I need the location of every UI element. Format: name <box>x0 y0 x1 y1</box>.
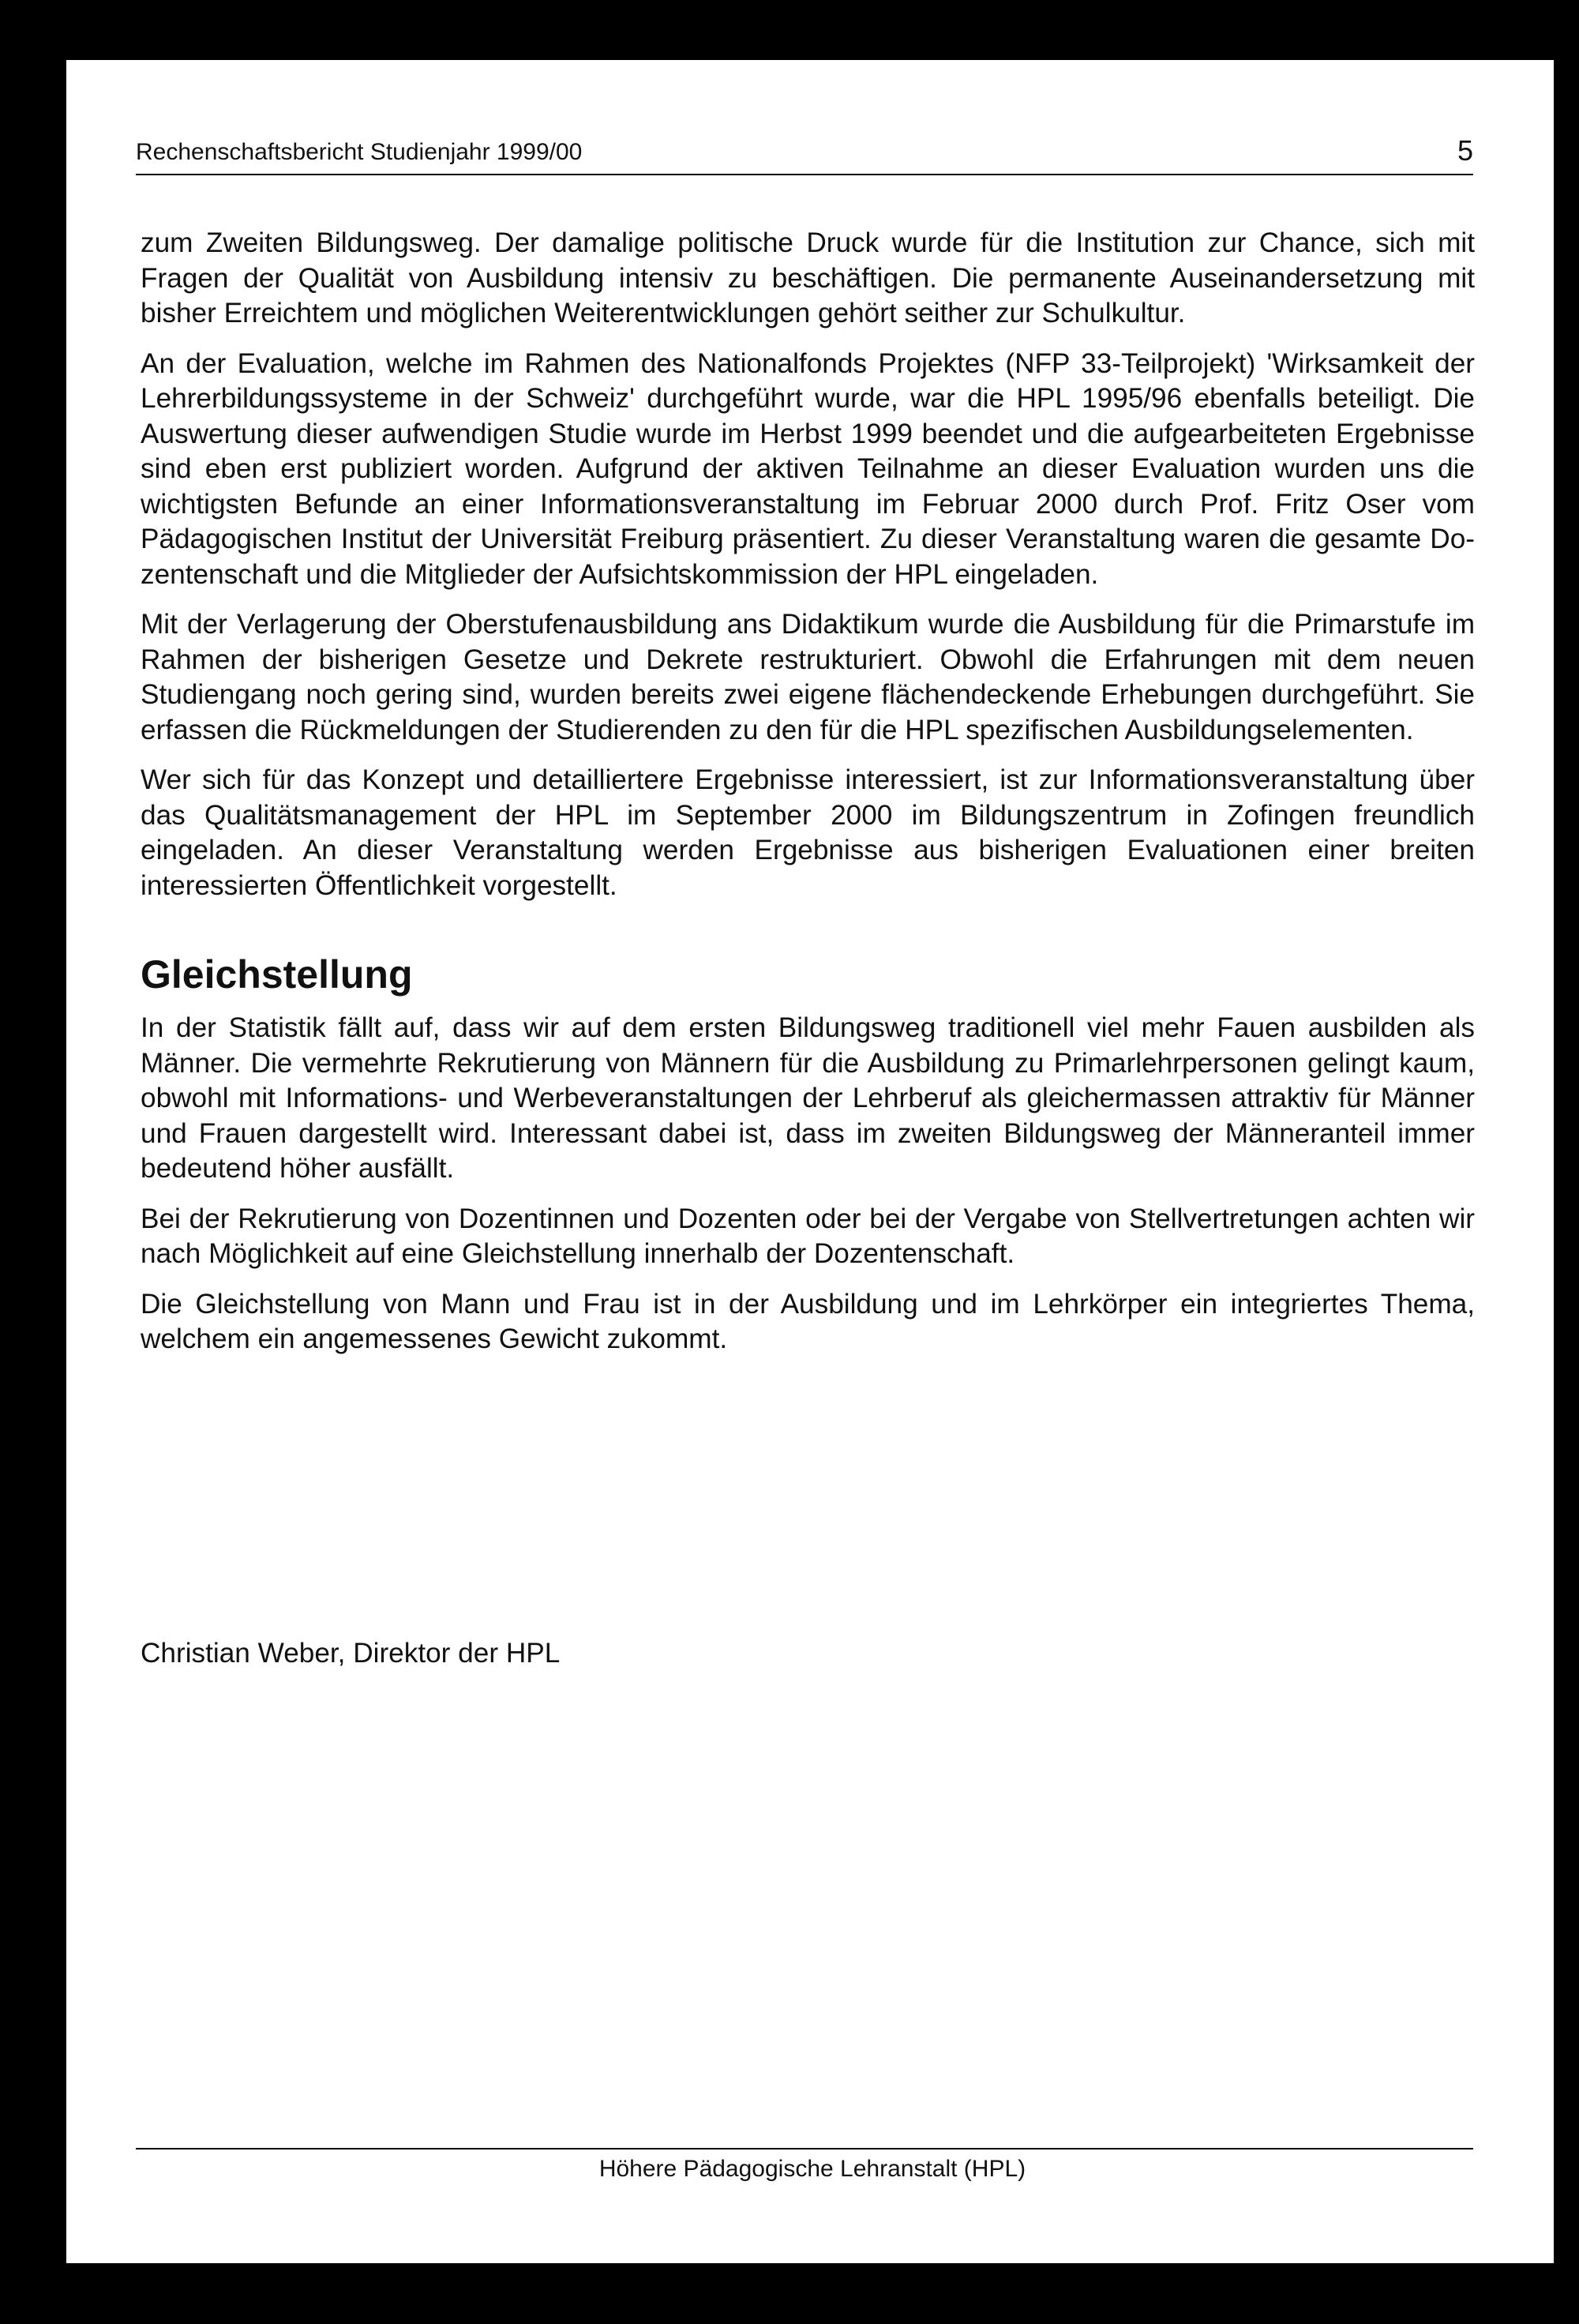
signature: Christian Weber, Direktor der HPL <box>141 1638 561 1669</box>
footer-text: Höhere Pädagogische Lehranstalt (HPL) <box>598 2156 1026 2182</box>
page-number: 5 <box>1457 134 1473 167</box>
paragraph: Bei der Rekrutierung von Dozentinnen und Dozenten oder bei der Vergabe von Stellvertretungen achten wir nach Möglichkeit auf eine Gleichstellung innerhalb der Dozentenschaft. <box>141 1203 1475 1269</box>
paragraph: Die Gleichstellung von Mann und Frau ist in der Ausbildung und im Lehrkörper ein integriertes Thema, welchem ein angemessenes Gewicht zukommt. <box>141 1288 1475 1354</box>
page-footer <box>136 2148 1473 2183</box>
paragraph: Wer sich für das Konzept und detailliertere Ergebnisse interessiert, ist zur Informationsveranstaltung über das Qualitätsmanagement der HPL im September 2000 im Bildungszentrum in Zofingen freundlich eingeladen. An dieser Veranstaltung werden Ergebnisse aus bisherigen Evaluationen einer breiten interessierten Öffentlichkeit vorgestellt. <box>141 764 1475 901</box>
paragraph: Mit der Verlagerung der Oberstufenausbildung ans Didaktikum wurde die Ausbildung für die Primarstufe im Rahmen der bisherigen Gesetze und Dekrete restrukturiert. Obwohl die Erfahrungen mit dem neuen Studiengang noch gering sind, wurden bereits zwei eigene flächendeckende Erhebungen durchgeführt. Sie erfassen die Rückmeldungen der Studierenden zu den für die HPL spezifischen Ausbildungselementen. <box>141 609 1475 745</box>
paragraph: zum Zweiten Bildungsweg. Der damalige politische Druck wurde für die Institution zur Chance, sich mit Fragen der Qualität von Ausbildung intensiv zu beschäftigen. Die permanente Auseinandersetzung mit bisher Erreichtem und möglichen Weiterentwicklungen gehört seither zur Schulkultur. <box>141 227 1475 329</box>
paragraph: In der Statistik fällt auf, dass wir auf dem ersten Bildungsweg traditionell viel mehr Fauen ausbilden als Männer. Die vermehrte Rekrutierung von Männern für die Ausbildung zu Primarlehrpersonen gelingt kaum, obwohl mit Informations- und Werbeveranstaltungen der Lehrberuf als gleichermassen attraktiv für Männer und Frauen dargestellt wird. Interessant dabei ist, dass im zweiten Bildungsweg der Männeranteil immer bedeutend höher ausfällt. <box>141 1012 1475 1184</box>
page-header <box>136 133 1473 175</box>
document-page <box>66 60 1554 2263</box>
header-title: Rechenschaftsbericht Studienjahr 1999/00 <box>136 139 583 165</box>
paragraph: An der Evaluation, welche im Rahmen des Nationalfonds Projektes (NFP 33-Teilprojekt) 'Wirksamkeit der Lehrerbildungssysteme in der Schweiz' durchgeführt wurde, war die HPL 1995/96 ebenfalls beteiligt. Die Auswertung dieser aufwendigen Studie wurde im Herbst 1999 beendet und die aufgearbeiteten Ergebnisse sind eben erst publiziert worden. Aufgrund der aktiven Teilnahme an dieser Evaluation wurden uns die wichtigsten Befunde an einer Informationsveranstaltung im Februar 2000 durch Prof. Fritz Oser vom Pädagogischen Institut der Universität Freiburg präsentiert. Zu dieser Veranstaltung waren die gesamte Dozentenschaft und die Mitglieder der Aufsichtskommission der HPL eingeladen. <box>141 347 1475 590</box>
document-body <box>141 226 1475 1372</box>
section-heading: Gleichstellung <box>141 952 413 997</box>
